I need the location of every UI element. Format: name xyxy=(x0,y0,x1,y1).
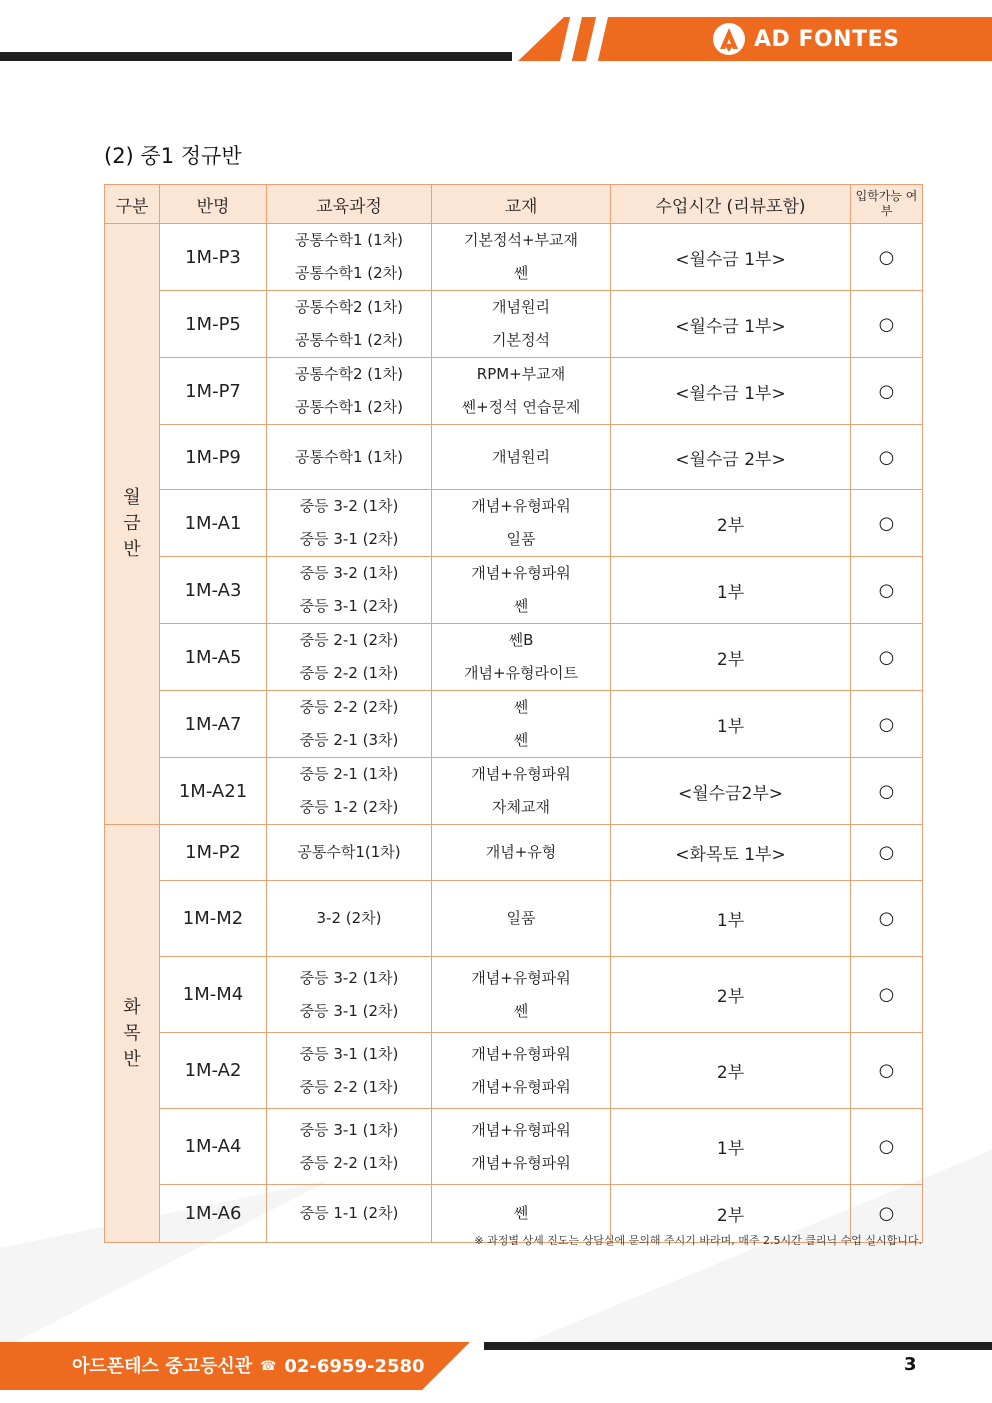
curriculum-cell xyxy=(267,1033,432,1109)
class-time-cell: 2부 xyxy=(611,624,851,691)
logo-a-icon xyxy=(712,22,746,56)
curriculum-cell xyxy=(267,758,432,825)
curriculum-line: 공통수학1 (2차) xyxy=(294,331,403,349)
class-time-cell: <화목토 1부> xyxy=(611,825,851,881)
curriculum-line: 중등 1-2 (2차) xyxy=(299,798,399,816)
class-name-cell: 1M-P5 xyxy=(160,291,267,358)
class-time-cell: <월수금 1부> xyxy=(611,358,851,425)
curriculum-cell xyxy=(267,358,432,425)
curriculum-cell xyxy=(267,1185,432,1243)
curriculum-line: 중등 3-1 (1차) xyxy=(299,1120,399,1139)
textbook-cell xyxy=(432,358,611,425)
class-name-cell: 1M-A7 xyxy=(160,691,267,758)
class-time-cell: 1부 xyxy=(611,1109,851,1185)
table-row xyxy=(105,957,923,1033)
class-time-cell: <월수금 1부> xyxy=(611,224,851,291)
table-row xyxy=(105,425,923,490)
class-name-cell: 1M-A5 xyxy=(160,624,267,691)
curriculum-line: 중등 2-2 (2차) xyxy=(299,698,399,716)
table-row xyxy=(105,1033,923,1109)
class-name-cell: 1M-A3 xyxy=(160,557,267,624)
curriculum-line: 중등 3-1 (2차) xyxy=(299,530,399,548)
table-row xyxy=(105,291,923,358)
textbook-line: 일품 xyxy=(506,909,536,927)
admission-cell: ○ xyxy=(851,624,923,691)
curriculum-line: 공통수학2 (1차) xyxy=(294,365,403,383)
group-label-char: 반 xyxy=(123,539,141,560)
class-name-cell: 1M-M2 xyxy=(160,881,267,957)
textbook-line: 개념원리 xyxy=(492,447,550,466)
curriculum-line: 중등 3-1 (1차) xyxy=(299,1044,399,1063)
textbook-line: 개념+유형파워 xyxy=(471,1077,571,1096)
textbook-cell xyxy=(432,1109,611,1185)
header-cell: 구분 xyxy=(105,185,160,224)
curriculum-line: 중등 2-1 (1차) xyxy=(299,765,399,783)
curriculum-line: 공통수학1 (2차) xyxy=(294,264,403,282)
textbook-cell xyxy=(432,758,611,825)
table-row xyxy=(105,691,923,758)
class-name-cell: 1M-A1 xyxy=(160,490,267,557)
curriculum-cell xyxy=(267,425,432,490)
section-title: (2) 중1 정규반 xyxy=(104,144,242,168)
textbook-line: 기본정석+부교재 xyxy=(464,231,578,249)
curriculum-cell xyxy=(267,490,432,557)
header-cell: 교재 xyxy=(432,185,611,224)
phone-icon: ☎ xyxy=(260,1359,277,1374)
textbook-line: 개념+유형파워 xyxy=(471,564,571,582)
textbook-line: 개념+유형파워 xyxy=(471,1120,571,1139)
group-label-char: 화 xyxy=(123,996,141,1018)
page-number: 3 xyxy=(904,1354,917,1375)
class-name-cell: 1M-A2 xyxy=(160,1033,267,1109)
table-row xyxy=(105,557,923,624)
admission-cell: ○ xyxy=(851,224,923,291)
textbook-cell xyxy=(432,624,611,691)
admission-cell: ○ xyxy=(851,358,923,425)
textbook-line: 쎈 xyxy=(513,731,529,749)
curriculum-line: 중등 3-1 (2차) xyxy=(299,1001,399,1020)
textbook-line: 쎈 xyxy=(513,1204,529,1222)
table-row xyxy=(105,825,923,881)
textbook-line: 개념원리 xyxy=(492,298,550,316)
curriculum-line: 중등 2-2 (1차) xyxy=(299,1077,399,1096)
admission-cell: ○ xyxy=(851,691,923,758)
textbook-line: 개념+유형파워 xyxy=(471,1153,571,1172)
textbook-cell xyxy=(432,957,611,1033)
class-time-cell: 1부 xyxy=(611,691,851,758)
table-row xyxy=(105,1109,923,1185)
footer-contact xyxy=(72,1352,425,1382)
curriculum-cell xyxy=(267,291,432,358)
curriculum-line: 공통수학1 (1차) xyxy=(294,231,403,249)
footer-org: 아드폰테스 중고등신관 xyxy=(72,1356,253,1377)
group-label-char: 목 xyxy=(123,1022,141,1044)
textbook-cell xyxy=(432,224,611,291)
curriculum-cell xyxy=(267,624,432,691)
curriculum-cell xyxy=(267,1109,432,1185)
curriculum-line: 중등 3-2 (1차) xyxy=(299,564,399,582)
textbook-line: 개념+유형 xyxy=(485,843,557,861)
footer-bar xyxy=(484,1342,992,1350)
header-cell: 반명 xyxy=(160,185,267,224)
header-bar xyxy=(0,52,512,61)
admission-cell: ○ xyxy=(851,825,923,881)
textbook-line: 쎈 xyxy=(513,597,529,615)
table-row xyxy=(105,624,923,691)
group-label-char: 반 xyxy=(123,1048,141,1070)
curriculum-cell xyxy=(267,557,432,624)
textbook-cell xyxy=(432,425,611,490)
curriculum-cell xyxy=(267,691,432,758)
curriculum-line: 중등 2-2 (1차) xyxy=(299,664,399,682)
curriculum-line: 중등 1-1 (2차) xyxy=(299,1204,399,1222)
textbook-line: 자체교재 xyxy=(492,798,550,816)
curriculum-cell xyxy=(267,825,432,881)
curriculum-line: 공통수학2 (1차) xyxy=(294,298,403,316)
class-name-cell: 1M-A21 xyxy=(160,758,267,825)
textbook-line: 쎈+정석 연습문제 xyxy=(461,398,581,416)
admission-cell: ○ xyxy=(851,1109,923,1185)
group-label-char: 월 xyxy=(123,487,141,508)
textbook-cell xyxy=(432,557,611,624)
class-time-cell: <월수금2부> xyxy=(611,758,851,825)
table-row xyxy=(105,881,923,957)
curriculum-line: 3-2 (2차) xyxy=(316,909,382,927)
class-schedule-table xyxy=(104,184,923,1243)
table-row xyxy=(105,758,923,825)
header-cell: 교육과정 xyxy=(267,185,432,224)
class-name-cell: 1M-P2 xyxy=(160,825,267,881)
textbook-line: 쎈B xyxy=(508,631,534,649)
group-label-cell xyxy=(105,825,160,1243)
admission-cell: ○ xyxy=(851,881,923,957)
class-name-cell: 1M-P3 xyxy=(160,224,267,291)
table-header-row xyxy=(105,185,923,224)
curriculum-line: 중등 3-2 (1차) xyxy=(299,497,399,515)
textbook-cell xyxy=(432,490,611,557)
admission-cell: ○ xyxy=(851,758,923,825)
admission-cell: ○ xyxy=(851,1033,923,1109)
header-cell: 입학가능 여부 xyxy=(851,185,923,224)
admission-cell: ○ xyxy=(851,291,923,358)
logo xyxy=(712,22,899,56)
class-name-cell: 1M-A4 xyxy=(160,1109,267,1185)
table-row xyxy=(105,224,923,291)
logo-text: AD FONTES xyxy=(754,26,900,52)
textbook-line: 쎈 xyxy=(513,1001,529,1020)
textbook-line: 쎈 xyxy=(513,698,529,716)
curriculum-line: 중등 3-2 (1차) xyxy=(299,968,399,987)
curriculum-line: 중등 3-1 (2차) xyxy=(299,597,399,615)
textbook-line: 쎈 xyxy=(513,264,529,282)
textbook-line: 개념+유형라이트 xyxy=(464,664,578,682)
textbook-line: 개념+유형파워 xyxy=(471,968,571,987)
textbook-cell xyxy=(432,825,611,881)
textbook-line: 일품 xyxy=(506,530,536,548)
class-name-cell: 1M-P7 xyxy=(160,358,267,425)
curriculum-cell xyxy=(267,957,432,1033)
class-name-cell: 1M-P9 xyxy=(160,425,267,490)
class-time-cell: 2부 xyxy=(611,490,851,557)
textbook-line: 기본정석 xyxy=(492,331,550,349)
class-time-cell: <월수금 2부> xyxy=(611,425,851,490)
curriculum-line: 중등 2-1 (3차) xyxy=(299,731,399,749)
class-time-cell: <월수금 1부> xyxy=(611,291,851,358)
curriculum-line: 공통수학1(1차) xyxy=(297,843,401,861)
admission-cell: ○ xyxy=(851,425,923,490)
textbook-cell xyxy=(432,881,611,957)
footnote: ※ 과정별 상세 진도는 상담실에 문의해 주시기 바라며, 매주 2.5시간 클리닉 수업 실시합니다. xyxy=(474,1234,922,1247)
curriculum-cell xyxy=(267,881,432,957)
class-time-cell: 2부 xyxy=(611,1185,851,1243)
header-cell: 수업시간 (리뷰포함) xyxy=(611,185,851,224)
admission-cell: ○ xyxy=(851,490,923,557)
class-time-cell: 1부 xyxy=(611,881,851,957)
table-row xyxy=(105,358,923,425)
curriculum-line: 공통수학1 (2차) xyxy=(294,398,403,416)
textbook-line: 개념+유형파워 xyxy=(471,497,571,515)
textbook-cell xyxy=(432,291,611,358)
class-time-cell: 2부 xyxy=(611,1033,851,1109)
curriculum-line: 중등 2-1 (2차) xyxy=(299,631,399,649)
class-time-cell: 2부 xyxy=(611,957,851,1033)
class-name-cell: 1M-M4 xyxy=(160,957,267,1033)
admission-cell: ○ xyxy=(851,957,923,1033)
textbook-line: 개념+유형파워 xyxy=(471,765,571,783)
textbook-line: 개념+유형파워 xyxy=(471,1044,571,1063)
admission-cell: ○ xyxy=(851,1185,923,1243)
textbook-line: RPM+부교재 xyxy=(476,365,566,383)
table-row xyxy=(105,490,923,557)
footer-phone: 02-6959-2580 xyxy=(284,1356,425,1377)
class-time-cell: 1부 xyxy=(611,557,851,624)
admission-cell: ○ xyxy=(851,557,923,624)
textbook-cell xyxy=(432,691,611,758)
curriculum-line: 중등 2-2 (1차) xyxy=(299,1153,399,1172)
class-name-cell: 1M-A6 xyxy=(160,1185,267,1243)
textbook-cell xyxy=(432,1033,611,1109)
curriculum-line: 공통수학1 (1차) xyxy=(294,447,403,466)
group-label-char: 금 xyxy=(123,513,141,534)
curriculum-cell xyxy=(267,224,432,291)
group-label-cell xyxy=(105,224,160,825)
